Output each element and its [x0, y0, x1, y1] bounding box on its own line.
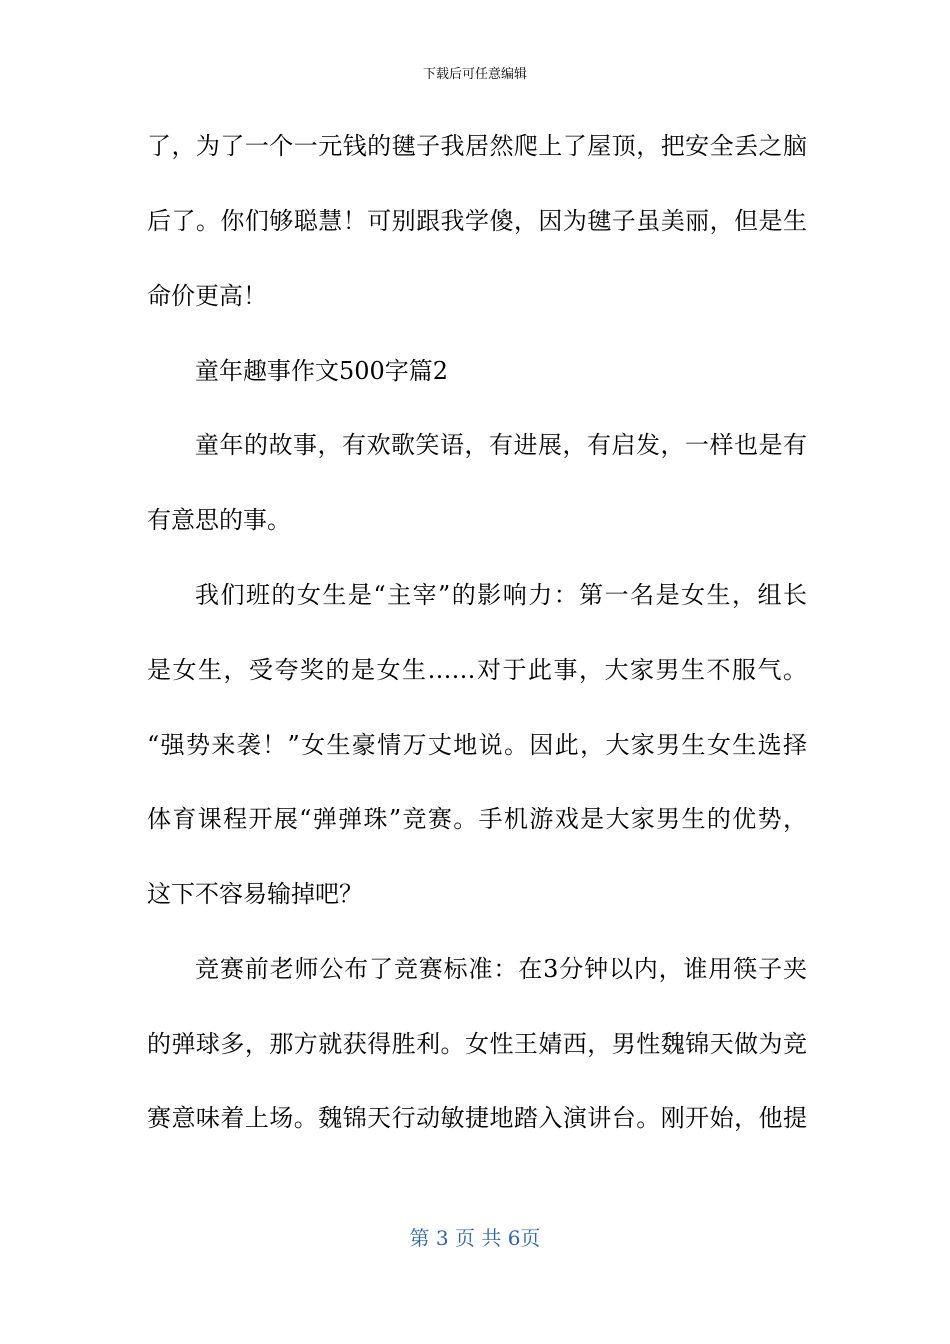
text-line: 命价更高！: [147, 282, 267, 310]
text-line: 赛意味着上场。魏锦天行动敏捷地踏入演讲台。刚开始，他提: [147, 1104, 807, 1132]
text-line: 我们班的女生是“主宰”的影响力：第一名是女生，组长: [195, 581, 807, 609]
text-line: 有意思的事。: [147, 506, 291, 534]
text-line: 竞赛前老师公布了竞赛标准：在3分钟以内，谁用筷子夹: [195, 955, 807, 983]
text-line: 体育课程开展“弹弹珠”竞赛。手机游戏是大家男生的优势，: [147, 805, 807, 833]
text-line: 了，为了一个一元钱的毽子我居然爬上了屋顶，把安全丢之脑: [147, 132, 807, 160]
text-line: 童年的故事，有欢歌笑语，有进展，有启发，一样也是有: [195, 431, 807, 459]
section-heading: 童年趣事作文500字篇2: [195, 357, 449, 385]
page-number-footer: 第 3 页 共 6页: [409, 1226, 541, 1250]
page-header: 下载后可任意编辑: [422, 67, 527, 82]
text-line: 这下不容易输掉吧？: [147, 880, 363, 908]
text-line: 是女生，受夸奖的是女生……对于此事，大家男生不服气。: [147, 656, 807, 684]
text-line: 后了。你们够聪慧！可别跟我学傻，因为毽子虽美丽，但是生: [147, 207, 807, 235]
text-line: 的弹球多，那方就获得胜利。女性王婧西，男性魏锦天做为竞: [147, 1030, 807, 1058]
text-line: “强势来袭！”女生豪情万丈地说。因此，大家男生女生选择: [147, 731, 807, 759]
